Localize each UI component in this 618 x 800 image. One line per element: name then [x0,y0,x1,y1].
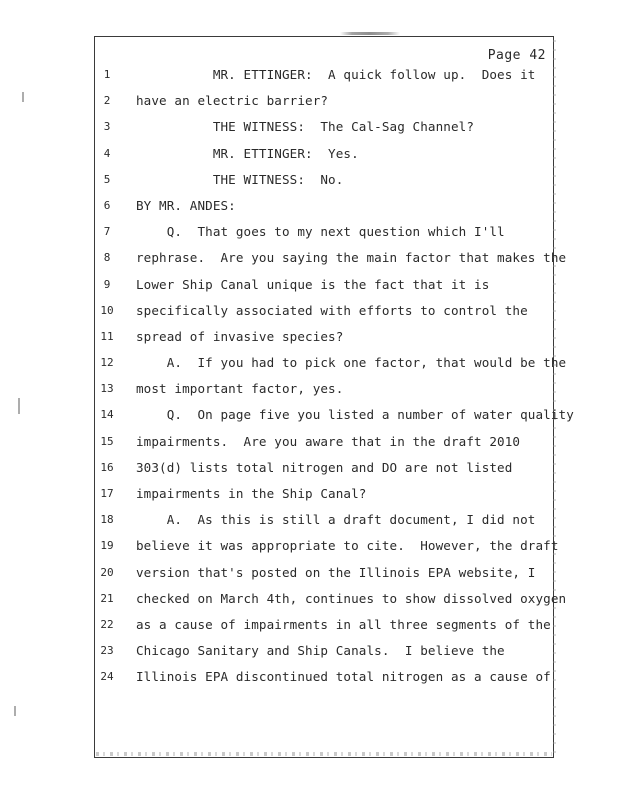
line-text: Q. That goes to my next question which I'll [136,224,505,240]
line-text: BY MR. ANDES: [136,197,236,213]
line-number: 18 [100,513,114,527]
line-number: 20 [100,565,114,579]
transcript-line [0,198,618,224]
line-number: 14 [100,408,114,422]
transcript-line [0,67,618,93]
transcript-line [0,224,618,250]
line-text: MR. ETTINGER: A quick follow up. Does it [136,67,536,82]
line-text: Chicago Sanitary and Ship Canals. I believe the [136,643,505,659]
transcript-line [0,381,618,407]
transcript-line [0,172,618,198]
scan-mark [14,706,16,716]
line-number: 3 [103,120,111,134]
line-number: 6 [103,198,111,212]
line-number: 12 [100,356,114,370]
line-text: 303(d) lists total nitrogen and DO are not listed [136,459,513,475]
line-text: specifically associated with efforts to control the [136,302,528,318]
line-text: Illinois EPA discontinued total nitrogen as a cause of [136,669,551,685]
page-number: Page 42 [487,48,546,63]
scan-artifact-bottom [96,752,552,756]
transcript-line [0,277,618,303]
transcript-line [0,329,618,355]
line-number: 16 [100,460,114,474]
line-text: A. If you had to pick one factor, that would be the [136,355,567,371]
line-number: 24 [100,670,114,684]
line-number: 19 [100,539,114,553]
transcript-line [0,355,618,381]
line-number: 4 [103,146,111,160]
line-number: 11 [100,329,114,343]
line-text: spread of invasive species? [136,328,344,344]
transcript-line [0,565,618,591]
transcript-line [0,617,618,643]
transcript-line [0,434,618,460]
line-text: as a cause of impairments in all three segments of the [136,616,551,632]
line-text: most important factor, yes. [136,381,344,397]
transcript-line [0,538,618,564]
transcript-line [0,643,618,669]
transcript-line [0,119,618,145]
line-number: 2 [103,94,111,108]
scan-artifact-top [340,32,400,35]
line-number: 17 [100,487,114,500]
line-number: 7 [103,225,111,239]
line-number: 21 [100,591,114,605]
line-text: have an electric barrier? [136,93,329,109]
line-text: THE WITNESS: No. [136,171,344,187]
line-number: 1 [103,68,111,81]
line-text: THE WITNESS: The Cal-Sag Channel? [136,119,475,135]
transcript-line [0,512,618,538]
line-text: believe it was appropriate to cite. However, the draft [136,538,559,554]
line-text: A. As this is still a draft document, I did not [136,512,536,528]
line-number: 9 [103,277,111,291]
line-text: impairments in the Ship Canal? [136,486,367,501]
line-text: impairments. Are you aware that in the draft 2010 [136,433,521,449]
transcript-line [0,250,618,276]
line-text: version that's posted on the Illinois EPA website, I [136,564,536,580]
transcript-line [0,486,618,512]
line-number: 8 [103,251,111,265]
line-number: 13 [100,382,114,396]
transcript-line [0,407,618,433]
line-text: checked on March 4th, continues to show dissolved oxygen [136,590,567,606]
line-text: Q. On page five you listed a number of water quality [136,407,574,423]
line-number: 10 [100,303,114,317]
transcript-line [0,146,618,172]
line-number: 22 [100,617,114,631]
line-text: MR. ETTINGER: Yes. [136,145,359,161]
transcript-line [0,303,618,329]
line-text: rephrase. Are you saying the main factor that makes the [136,250,567,266]
transcript-line [0,591,618,617]
line-number: 23 [100,644,114,658]
transcript-lines [0,67,618,696]
transcript-line [0,93,618,119]
line-number: 15 [100,434,114,448]
line-number: 5 [103,172,111,186]
transcript-line [0,460,618,486]
line-text: Lower Ship Canal unique is the fact that it is [136,276,490,292]
transcript-line [0,669,618,695]
